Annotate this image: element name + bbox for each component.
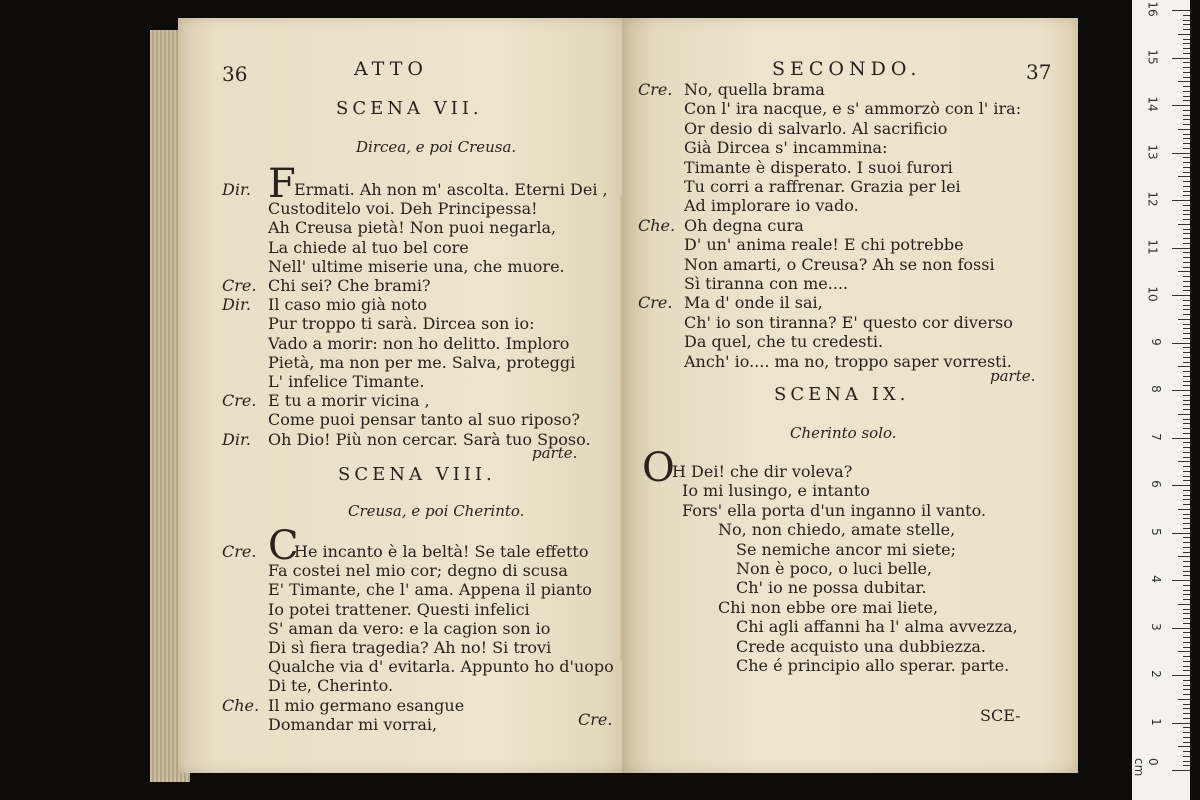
ruler-tick xyxy=(1183,404,1190,405)
verse-line: Ad implorare io vado. xyxy=(684,196,859,216)
ruler-tick xyxy=(1172,153,1190,154)
ruler-tick xyxy=(1183,647,1190,648)
ruler-tick xyxy=(1183,466,1190,467)
verse-line: Con l' ira nacque, e s' ammorzò con l' ira: xyxy=(684,99,1022,119)
ruler-tick xyxy=(1183,324,1190,325)
ruler-tick xyxy=(1183,257,1190,258)
ruler-tick xyxy=(1183,528,1190,529)
ruler-tick xyxy=(1183,167,1190,168)
ruler-tick xyxy=(1183,195,1190,196)
speaker-label: Cre. xyxy=(222,276,257,295)
ruler-tick xyxy=(1183,708,1190,709)
verse-line: D' un' anima reale! E chi potrebbe xyxy=(684,235,964,255)
ruler-tick xyxy=(1172,10,1190,11)
ruler-tick xyxy=(1183,119,1190,120)
ruler-tick xyxy=(1178,604,1190,605)
ruler-tick xyxy=(1183,376,1190,377)
ruler-tick xyxy=(1183,214,1190,215)
ruler-tick xyxy=(1183,518,1190,519)
ruler-tick xyxy=(1183,262,1190,263)
ruler-tick xyxy=(1183,571,1190,572)
drop-cap: O xyxy=(642,445,675,491)
ruler-tick xyxy=(1183,575,1190,576)
ruler-tick xyxy=(1183,243,1190,244)
ruler-tick xyxy=(1183,219,1190,220)
ruler-tick xyxy=(1183,495,1190,496)
ruler-tick xyxy=(1183,609,1190,610)
ruler-number: 3 xyxy=(1149,622,1164,631)
ruler-tick xyxy=(1183,357,1190,358)
ruler-tick xyxy=(1172,485,1190,486)
ruler-tick xyxy=(1183,43,1190,44)
speaker-label: Dir. xyxy=(222,295,251,315)
ruler-tick xyxy=(1183,72,1190,73)
ruler-tick xyxy=(1183,134,1190,135)
ruler-tick xyxy=(1183,514,1190,515)
ruler-tick xyxy=(1183,91,1190,92)
ruler-tick xyxy=(1172,390,1190,391)
ruler-tick xyxy=(1183,542,1190,543)
ruler-tick xyxy=(1183,205,1190,206)
verse-line: S' aman da vero: e la cagion son io xyxy=(268,618,551,638)
ruler-number: 7 xyxy=(1149,432,1164,441)
ruler-tick xyxy=(1183,39,1190,40)
ruler-tick xyxy=(1183,618,1190,619)
ruler-tick xyxy=(1183,504,1190,505)
verse-line: Oh Dio! Più non cercar. Sarà tuo Sposo. xyxy=(268,429,591,449)
ruler-tick xyxy=(1178,366,1190,367)
ruler-tick xyxy=(1183,191,1190,192)
ruler-tick xyxy=(1172,770,1190,771)
speaker-label: Che. xyxy=(638,215,676,235)
ruler-tick xyxy=(1172,533,1190,534)
ruler-tick xyxy=(1183,599,1190,600)
speaker-label: Cre. xyxy=(222,542,257,561)
drop-cap: C xyxy=(268,523,299,569)
ruler-tick xyxy=(1183,594,1190,595)
ruler-tick xyxy=(1183,395,1190,396)
ruler-tick xyxy=(1183,585,1190,586)
speaker-label: Cre. xyxy=(638,80,673,99)
ruler-tick xyxy=(1183,756,1190,757)
verse-line: Io potei trattener. Questi infelici xyxy=(268,599,530,619)
ruler-tick xyxy=(1172,343,1190,344)
ruler-tick xyxy=(1178,509,1190,510)
ruler-tick xyxy=(1183,499,1190,500)
ruler-number: 5 xyxy=(1149,527,1164,536)
verse-line: Ch' io ne possa dubitar. xyxy=(736,578,927,598)
ruler-tick xyxy=(1183,680,1190,681)
verse-line: Pur troppo ti sarà. Dircea son io: xyxy=(268,314,535,334)
verse-line: Pietà, ma non per me. Salva, proteggi xyxy=(268,352,576,372)
running-header: SECONDO. xyxy=(772,58,922,80)
ruler-number: 10 xyxy=(1145,286,1160,302)
ruler-tick xyxy=(1178,34,1190,35)
ruler-tick xyxy=(1183,347,1190,348)
ruler-tick xyxy=(1183,457,1190,458)
ruler-tick xyxy=(1183,471,1190,472)
verse-line: La chiede al tuo bel core xyxy=(268,237,469,257)
ruler-tick xyxy=(1183,252,1190,253)
ruler-tick xyxy=(1183,229,1190,230)
exit-direction: parte. xyxy=(532,444,578,462)
ruler-tick xyxy=(1183,442,1190,443)
ruler-tick xyxy=(1183,428,1190,429)
ruler-tick xyxy=(1178,176,1190,177)
verse-line: H Dei! che dir voleva? xyxy=(672,462,853,481)
ruler-tick xyxy=(1183,642,1190,643)
ruler-tick xyxy=(1183,670,1190,671)
ruler-tick xyxy=(1183,238,1190,239)
verse-line: No, quella brama xyxy=(684,80,825,99)
verse-line: Timante è disperato. I suoi furori xyxy=(684,157,953,177)
verse-line: Domandar mi vorrai, xyxy=(268,714,438,734)
speaker-label: Cre. xyxy=(638,293,673,313)
ruler-tick xyxy=(1183,181,1190,182)
verse-line: L' infelice Timante. xyxy=(268,372,425,391)
ruler-tick xyxy=(1183,77,1190,78)
verse-line: Custoditelo voi. Deh Principessa! xyxy=(268,199,538,219)
ruler-tick xyxy=(1183,751,1190,752)
ruler-number: 14 xyxy=(1145,96,1160,112)
ruler-tick xyxy=(1183,637,1190,638)
stage-direction: Cherinto solo. xyxy=(790,424,897,442)
ruler-tick xyxy=(1172,438,1190,439)
ruler-tick xyxy=(1183,67,1190,68)
verse-line: Di te, Cherinto. xyxy=(268,676,394,696)
ruler-tick xyxy=(1183,186,1190,187)
ruler-tick xyxy=(1183,352,1190,353)
verse-line: Sì tiranna con me.... xyxy=(684,274,849,293)
right-page xyxy=(622,18,1078,773)
ruler-tick xyxy=(1183,314,1190,315)
ruler-tick xyxy=(1178,461,1190,462)
ruler-tick xyxy=(1183,290,1190,291)
ruler-tick xyxy=(1183,300,1190,301)
ruler-tick xyxy=(1178,556,1190,557)
ruler-tick xyxy=(1183,409,1190,410)
ruler-tick xyxy=(1183,480,1190,481)
ruler-tick xyxy=(1183,400,1190,401)
verse-line: Chi sei? Che brami? xyxy=(268,276,431,295)
verse-line: Il caso mio già noto xyxy=(268,295,427,315)
ruler-tick xyxy=(1183,490,1190,491)
speaker-label: Cre. xyxy=(222,391,257,411)
ruler-tick xyxy=(1172,200,1190,201)
ruler-number: 6 xyxy=(1149,480,1164,488)
ruler-tick xyxy=(1183,286,1190,287)
ruler-tick xyxy=(1183,537,1190,538)
ruler-tick xyxy=(1183,561,1190,562)
ruler-tick xyxy=(1183,124,1190,125)
ruler-tick xyxy=(1178,81,1190,82)
ruler-tick xyxy=(1183,685,1190,686)
stage-direction: Creusa, e poi Cherinto. xyxy=(348,502,525,520)
ruler-tick xyxy=(1183,623,1190,624)
verse-line: Chi agli affanni ha l' alma avvezza, xyxy=(736,617,1018,637)
ruler-number: 1 xyxy=(1149,717,1164,726)
verse-line: Ch' io son tiranna? E' questo cor diverso xyxy=(684,312,1013,332)
ruler-tick xyxy=(1183,737,1190,738)
ruler-tick xyxy=(1183,20,1190,21)
verse-line: Il mio germano esangue xyxy=(268,695,465,715)
ruler-tick xyxy=(1178,746,1190,747)
verse-line: E' Timante, che l' ama. Appena il pianto xyxy=(268,580,592,600)
ruler-number: 16 xyxy=(1145,1,1160,17)
ruler-tick xyxy=(1172,105,1190,106)
ruler-tick xyxy=(1183,233,1190,234)
ruler-tick xyxy=(1178,129,1190,130)
exit-direction: parte. xyxy=(990,367,1036,385)
ruler-tick xyxy=(1172,295,1190,296)
speaker-label: Dir. xyxy=(222,429,251,449)
ruler-number: 15 xyxy=(1145,48,1160,65)
ruler-tick xyxy=(1183,666,1190,667)
ruler-number: 2 xyxy=(1149,670,1164,678)
ruler-tick xyxy=(1183,718,1190,719)
ruler-tick xyxy=(1183,552,1190,553)
scene-heading: SCENA VII. xyxy=(336,98,483,119)
ruler-tick xyxy=(1183,381,1190,382)
ruler-tick xyxy=(1183,362,1190,363)
ruler-unit-label: 0 cm xyxy=(1132,758,1160,777)
ruler-tick xyxy=(1183,143,1190,144)
ruler-tick xyxy=(1178,651,1190,652)
verse-line: Anch' io.... ma no, troppo saper vorresti. xyxy=(684,351,1012,371)
ruler-tick xyxy=(1183,305,1190,306)
ruler-tick xyxy=(1183,53,1190,54)
page-number: 37 xyxy=(1026,60,1052,84)
ruler-tick xyxy=(1172,58,1190,59)
ruler-tick xyxy=(1183,656,1190,657)
ruler-tick xyxy=(1172,675,1190,676)
ruler-tick xyxy=(1178,414,1190,415)
verse-line: Or desio di salvarlo. Al sacrificio xyxy=(684,118,948,138)
verse-line: Crede acquisto una dubbiezza. xyxy=(736,636,987,656)
ruler-number: 11 xyxy=(1145,238,1160,255)
ruler-tick xyxy=(1183,100,1190,101)
ruler-tick xyxy=(1183,613,1190,614)
ruler-tick xyxy=(1183,172,1190,173)
verse-line: Di sì fiera tragedia? Ah no! Si trovi xyxy=(268,638,552,657)
ruler-tick xyxy=(1183,148,1190,149)
ruler-number: 8 xyxy=(1149,385,1164,393)
verse-line: Se nemiche ancor mi siete; xyxy=(736,539,957,559)
verse-line: Da quel, che tu credesti. xyxy=(684,332,884,352)
ruler-tick xyxy=(1183,86,1190,87)
verse-line: E tu a morir vicina , xyxy=(268,391,430,411)
ruler-tick xyxy=(1183,162,1190,163)
verse-line: Come puoi pensar tanto al suo riposo? xyxy=(268,410,580,430)
verse-line: Non è poco, o luci belle, xyxy=(736,559,933,578)
ruler-tick xyxy=(1183,333,1190,334)
ruler-tick xyxy=(1172,723,1190,724)
ruler-tick xyxy=(1183,689,1190,690)
ruler-tick xyxy=(1183,423,1190,424)
verse-line: Qualche via d' evitarla. Appunto ho d'uopo xyxy=(268,657,614,677)
ruler-tick xyxy=(1183,267,1190,268)
verse-line: Ah Creusa pietà! Non puoi negarla, xyxy=(268,218,557,238)
ruler-tick xyxy=(1183,115,1190,116)
ruler-tick xyxy=(1183,727,1190,728)
ruler-number: 4 xyxy=(1149,575,1164,583)
ruler-tick xyxy=(1178,699,1190,700)
ruler-tick xyxy=(1183,590,1190,591)
verse-line: Ermati. Ah non m' ascolta. Eterni Dei , xyxy=(294,180,608,199)
speaker-label: Dir. xyxy=(222,180,251,199)
ruler-tick xyxy=(1183,765,1190,766)
ruler-tick xyxy=(1183,385,1190,386)
ruler-tick xyxy=(1183,48,1190,49)
ruler-tick xyxy=(1183,713,1190,714)
ruler-tick xyxy=(1183,433,1190,434)
ruler-tick xyxy=(1183,447,1190,448)
ruler-tick xyxy=(1178,319,1190,320)
ruler-tick xyxy=(1183,476,1190,477)
verse-line: Ma d' onde il sai, xyxy=(684,293,823,313)
open-book xyxy=(150,18,1080,783)
ruler-tick xyxy=(1183,632,1190,633)
ruler-tick xyxy=(1183,96,1190,97)
verse-line: Fors' ella porta d'un inganno il vanto. xyxy=(682,500,987,520)
ruler-tick xyxy=(1183,761,1190,762)
ruler-tick xyxy=(1183,566,1190,567)
ruler-tick xyxy=(1183,732,1190,733)
verse-line: He incanto è la beltà! Se tale effetto xyxy=(294,542,589,561)
verse-line: Già Dircea s' incammina: xyxy=(684,138,888,158)
ruler-tick xyxy=(1172,248,1190,249)
drop-cap: F xyxy=(268,161,296,207)
ruler-tick xyxy=(1183,547,1190,548)
ruler-tick xyxy=(1183,276,1190,277)
ruler-tick xyxy=(1183,29,1190,30)
ruler-tick xyxy=(1183,523,1190,524)
verse-line: Io mi lusingo, e intanto xyxy=(682,481,870,501)
verse-line: Che é principio allo sperar. parte. xyxy=(736,656,1010,675)
ruler-tick xyxy=(1183,281,1190,282)
verse-line: No, non chiedo, amate stelle, xyxy=(718,520,956,540)
ruler-tick xyxy=(1178,224,1190,225)
ruler-tick xyxy=(1183,110,1190,111)
verse-line: Oh degna cura xyxy=(684,215,804,235)
stage-direction: Dircea, e poi Creusa. xyxy=(356,138,517,156)
verse-line: Tu corri a raffrenar. Grazia per lei xyxy=(684,177,961,196)
ruler-tick xyxy=(1183,371,1190,372)
verse-line: Vado a morir: non ho delitto. Imploro xyxy=(268,333,570,353)
ruler-tick xyxy=(1183,138,1190,139)
ruler-tick xyxy=(1183,452,1190,453)
verse-line: Nell' ultime miserie una, che muore. xyxy=(268,256,565,276)
ruler-tick xyxy=(1183,309,1190,310)
left-page xyxy=(178,18,636,773)
verse-line: Fa costei nel mio cor; degno di scusa xyxy=(268,561,568,581)
ruler-tick xyxy=(1183,661,1190,662)
speaker-label: Che. xyxy=(222,695,260,715)
ruler-tick xyxy=(1183,338,1190,339)
ruler-number: 12 xyxy=(1145,191,1160,207)
page-number: 36 xyxy=(222,62,248,86)
verse-line: Chi non ebbe ore mai liete, xyxy=(718,597,939,617)
catchword: SCE- xyxy=(980,706,1021,725)
ruler-tick xyxy=(1178,271,1190,272)
scene-heading: SCENA VIII. xyxy=(338,464,496,485)
ruler-number: 9 xyxy=(1149,337,1164,346)
ruler-tick xyxy=(1183,704,1190,705)
ruler-tick xyxy=(1183,210,1190,211)
ruler-tick xyxy=(1183,157,1190,158)
ruler-tick xyxy=(1183,15,1190,16)
ruler-tick xyxy=(1183,742,1190,743)
ruler-tick xyxy=(1183,694,1190,695)
ruler-tick xyxy=(1183,419,1190,420)
ruler-tick xyxy=(1183,24,1190,25)
running-header: ATTO xyxy=(354,58,428,80)
ruler-tick xyxy=(1183,62,1190,63)
catchword: Cre. xyxy=(578,710,613,729)
ruler-number: 13 xyxy=(1145,143,1160,160)
scene-heading: SCENA IX. xyxy=(774,384,910,405)
ruler-tick xyxy=(1172,580,1190,581)
ruler-tick xyxy=(1183,328,1190,329)
measuring-ruler xyxy=(1132,0,1190,800)
verse-line: Non amarti, o Creusa? Ah se non fossi xyxy=(684,254,995,274)
ruler-tick xyxy=(1172,628,1190,629)
